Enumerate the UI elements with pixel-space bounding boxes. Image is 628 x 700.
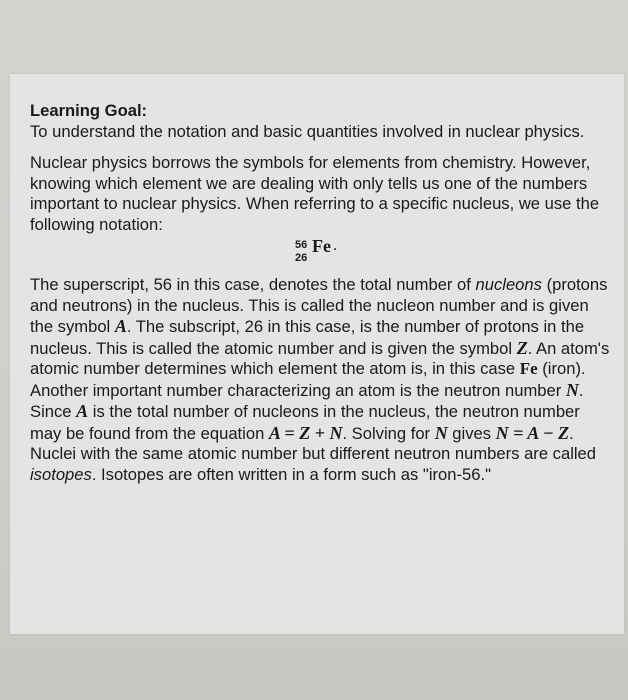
learning-goal-text: To understand the notation and basic quantities involved in nuclear physics. [30,121,585,141]
atomic-number: 26 [295,252,308,264]
body-text: . The subscript, 26 in this case, is the number of protons in the nucleus. This is called the atomic number and is given the symbol [30,317,585,358]
body-text: . An atom's atomic number determines which element the atom is, in this case [30,338,610,378]
body-text: . Isotopes are often written in a form such as "iron-56." [91,464,491,484]
isotopes-term: isotopes [30,464,92,484]
body-text: The superscript, 56 in this case, denotes the total number of [30,275,476,294]
body-text: is the total number of nucleons in the nucleus, the neutron number may be found from the equation [30,402,580,443]
isotope-notation [30,235,610,275]
symbol-n-2: N [434,422,448,443]
body-text: . Since [30,380,584,421]
nucleons-term: nucleons [475,275,542,294]
mass-number: 56 [295,239,308,251]
learning-goal-title: Learning Goal: [30,101,148,120]
equation-neutron: N = A − Z [495,422,570,443]
body-text: (protons and neutrons) in the nucleus. This is called the nucleon number and is given the symbol [30,275,608,336]
symbol-fe: Fe [519,359,538,378]
symbol-a-2: A [76,401,89,421]
problem-text [30,101,610,485]
spacer [30,142,610,153]
element-symbol: Fe [312,236,331,256]
body-text: . Nuclei with the same atomic number but different neutron numbers are called [30,423,597,463]
symbol-a: A [114,316,127,336]
symbol-z: Z [516,337,528,358]
equation-nucleon: A = Z + N [268,422,343,443]
body-text: gives [447,423,496,443]
body-text: . Solving for [342,423,435,443]
body-paragraph [30,275,610,485]
notation-period: . [333,237,337,254]
symbol-n: N [565,379,579,400]
body-text: (iron). Another important number characterizing an atom is the neutron number [30,359,586,400]
intro-paragraph: Nuclear physics borrows the symbols for elements from chemistry. However, knowing which element we are dealing with only tells us one of the numbers important to nuclear physics. When referring to a specific nucleus, we use the following notation: [30,153,600,234]
